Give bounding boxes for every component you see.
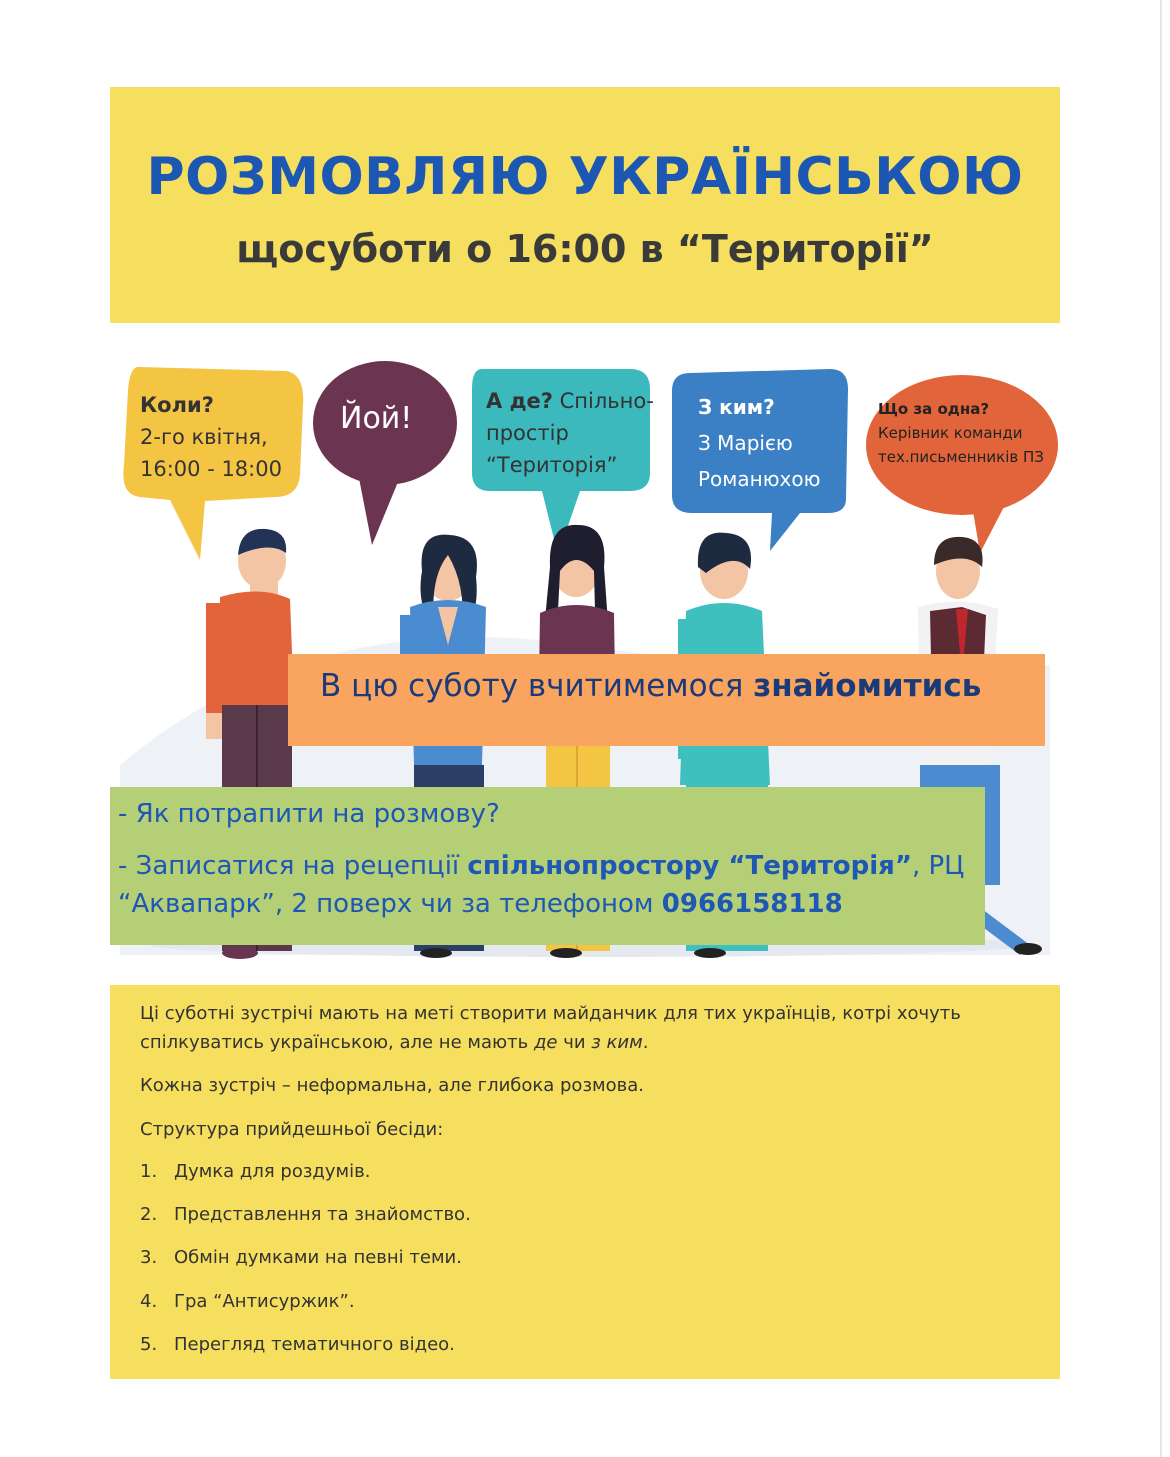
bubble-who-is-text (878, 397, 1044, 469)
bubble-with-whom-label: З ким? (698, 395, 775, 419)
bubble-where-text-a: Спільно- (552, 389, 654, 413)
signup-box (110, 787, 985, 945)
topic-banner-text (320, 668, 981, 704)
list-item-number: 3. (140, 1247, 158, 1268)
list-item-number: 4. (140, 1291, 158, 1312)
list-item-text: Обмін думками на певні теми. (174, 1247, 462, 1268)
bubble-when-text (140, 389, 282, 485)
signup-line2-c: , РЦ (911, 851, 965, 881)
signup-phone: 0966158118 (661, 889, 843, 919)
info-intro (140, 999, 1020, 1057)
signup-venue: спільнопростору “Територія” (467, 851, 912, 881)
list-item-number: 1. (140, 1161, 158, 1182)
list-item-text: Перегляд тематичного відео. (174, 1334, 455, 1355)
bubble-where-line3: “Територія” (486, 453, 618, 477)
signup-line2 (118, 851, 964, 881)
info-intro-end: . (642, 1032, 649, 1053)
info-intro-mid: чи (557, 1032, 592, 1053)
bubble-exclaim-text: Йой! (340, 401, 413, 436)
bubble-with-whom-text (698, 389, 820, 497)
bubble-where-line2: простір (486, 421, 569, 445)
signup-question: - Як потрапити на розмову? (118, 799, 500, 829)
info-format: Кожна зустріч – неформальна, але глибока розмова. (140, 1075, 644, 1096)
info-intro-a: Ці суботні зустрічі мають на меті створити майданчик для тих українців, котрі хочуть спілкуватись українською, але не мають (140, 1003, 961, 1053)
list-item (140, 1291, 355, 1312)
topic-banner (288, 654, 1045, 746)
list-item (140, 1334, 455, 1355)
bubble-who-is-line2: тех.письменників ПЗ (878, 448, 1044, 466)
bubble-with-whom-line1: З Марією (698, 431, 793, 455)
page-edge (1160, 0, 1162, 1457)
list-item-text: Думка для роздумів. (174, 1161, 371, 1182)
bubble-when-line1: 2-го квітня, (140, 425, 268, 449)
signup-line3-a: “Аквапарк”, 2 поверх чи за телефоном (118, 889, 662, 919)
header-banner (110, 87, 1060, 323)
signup-line2-a: - Записатися на рецепції (118, 851, 468, 881)
list-item-number: 5. (140, 1334, 158, 1355)
bubble-where-label: А де? (486, 389, 553, 413)
info-intro-de: де (533, 1032, 558, 1053)
list-item-text: Гра “Антисуржик”. (174, 1291, 355, 1312)
bubble-where-text (486, 385, 654, 481)
bubble-when-line2: 16:00 - 18:00 (140, 457, 282, 481)
list-item (140, 1161, 370, 1182)
list-item-text: Представлення та знайомство. (174, 1204, 471, 1225)
page-subtitle: щосуботи о 16:00 в “Території” (236, 227, 934, 271)
bubble-when-label: Коли? (140, 393, 214, 417)
signup-line3 (118, 889, 843, 919)
info-intro-z: з ким (591, 1032, 643, 1053)
bubble-exclaim-tail (358, 473, 400, 545)
bubble-who-is-label: Що за одна? (878, 400, 990, 418)
info-structure-heading: Структура прийдешньої бесіди: (140, 1119, 444, 1140)
topic-banner-prefix: В цю суботу вчитимемося (320, 668, 754, 704)
list-item-number: 2. (140, 1204, 158, 1225)
topic-banner-emphasis: знайомитись (753, 668, 982, 704)
bubble-who-is-line1: Керівник команди (878, 424, 1023, 442)
list-item (140, 1247, 462, 1268)
list-item (140, 1204, 471, 1225)
info-box (110, 985, 1060, 1379)
page-title: РОЗМОВЛЯЮ УКРАЇНСЬКОЮ (146, 147, 1024, 207)
bubble-with-whom-line2: Романюхою (698, 467, 821, 491)
